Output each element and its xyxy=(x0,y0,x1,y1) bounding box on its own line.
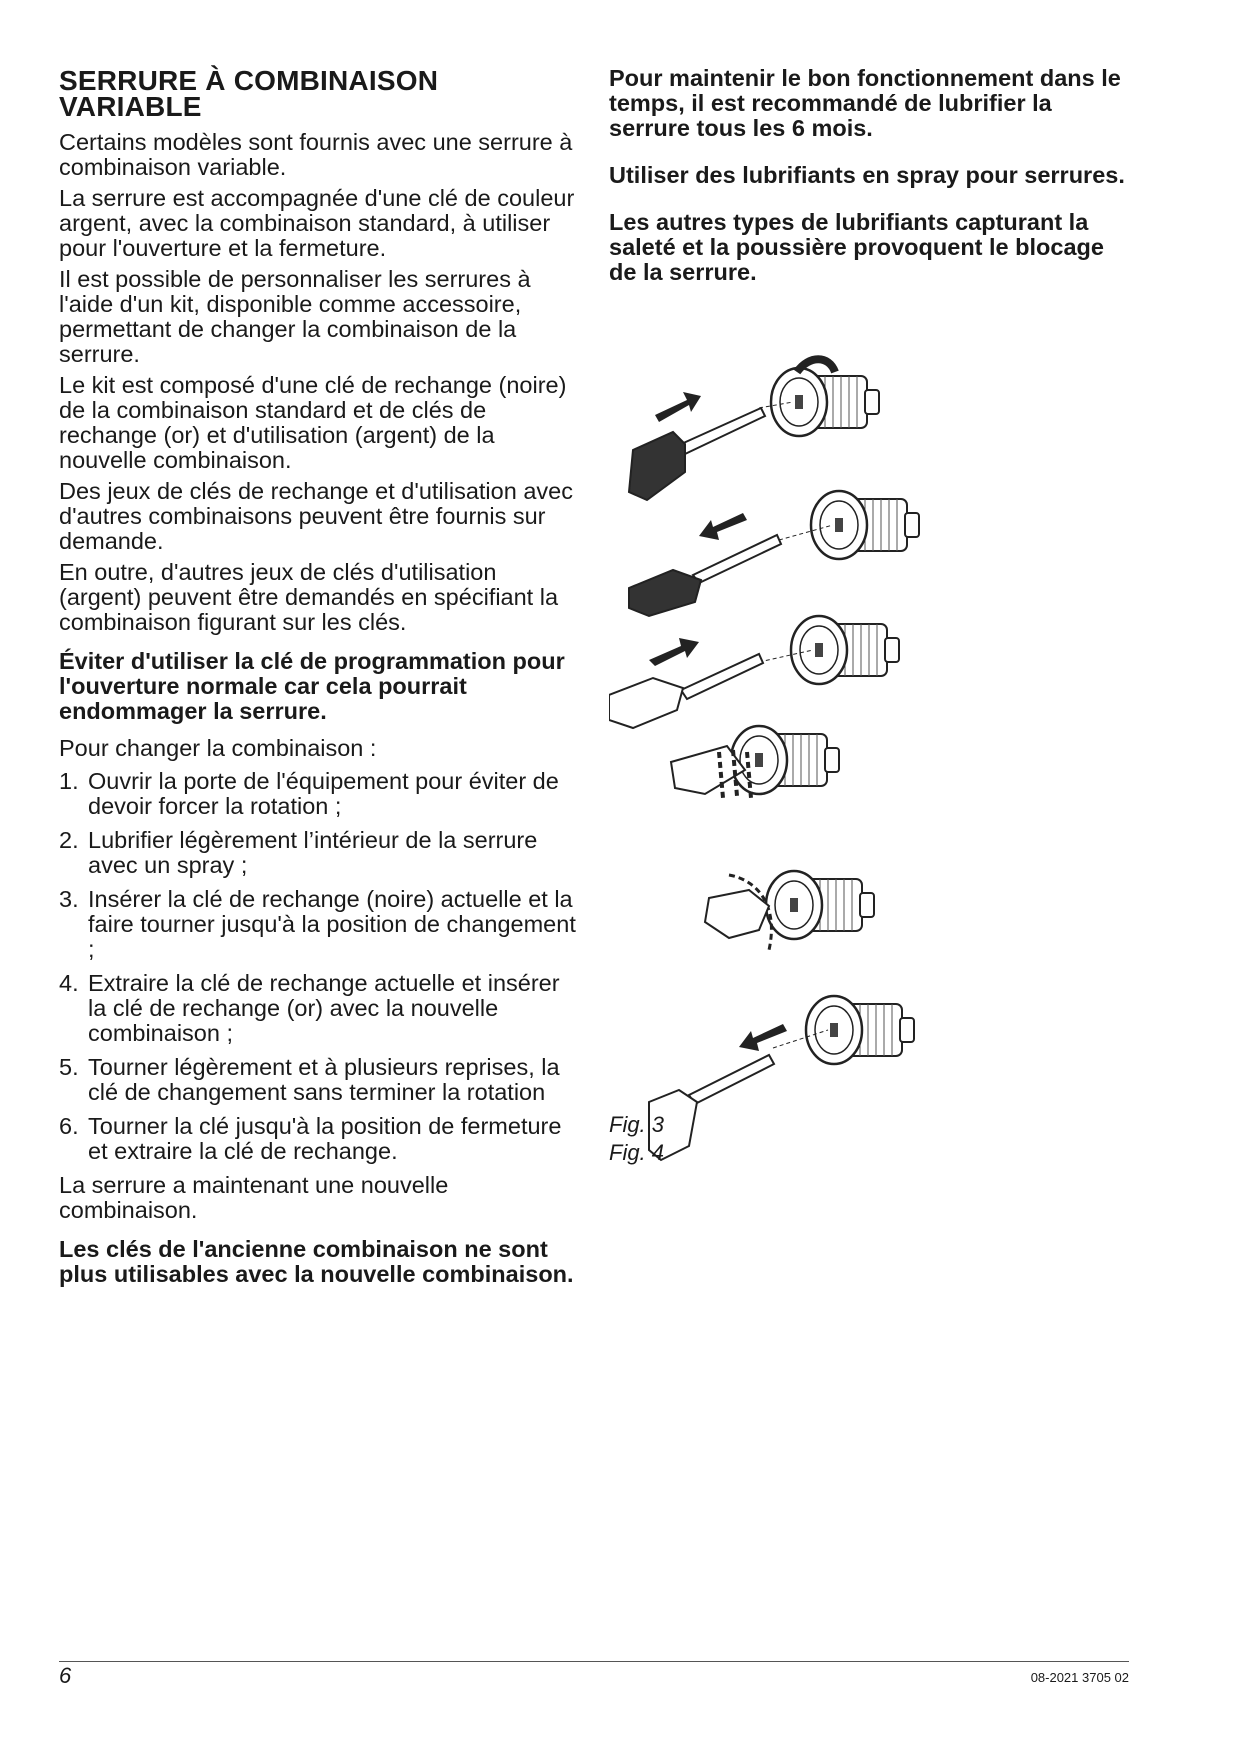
steps-list xyxy=(59,769,579,1164)
footer-divider xyxy=(59,1661,1129,1662)
paragraph: Il est possible de personnaliser les serrures à l'aide d'un kit, disponible comme accessoire, permettant de changer la combinaison de la serrure. xyxy=(59,266,531,367)
list-item: 5. Tourner légèrement et à plusieurs reprises, la clé de changement sans terminer la rotation xyxy=(59,1054,560,1105)
page-number: 6 xyxy=(59,1663,72,1688)
maintenance-note: Pour maintenir le bon fonctionnement dans le temps, il est recommandé de lubrifier la serrure tous les 6 mois. xyxy=(609,65,1121,141)
lubricant-note: Utiliser des lubrifiants en spray pour serrures. xyxy=(609,162,1125,188)
right-column xyxy=(609,66,1129,307)
paragraph: En outre, d'autres jeux de clés d'utilisation (argent) peuvent être demandés en spécifiant la combinaison figurant sur les clés. xyxy=(59,559,559,635)
lubricant-warning: Les autres types de lubrifiants capturant la saleté et la poussière provoquent le blocage de la serrure. xyxy=(609,209,1104,285)
lock-key-illustration xyxy=(609,350,1029,1250)
document-code: 08-2021 3705 02 xyxy=(1030,1670,1129,1685)
result-text: La serrure a maintenant une nouvelle combinaison. xyxy=(59,1172,449,1223)
warning-text: Éviter d'utiliser la clé de programmation pour l'ouverture normale car cela pourrait endommager la serrure. xyxy=(59,648,565,724)
paragraph: La serrure est accompagnée d'une clé de couleur argent, avec la combinaison standard, à utiliser pour l'ouverture et la fermeture. xyxy=(59,185,575,261)
steps-intro: Pour changer la combinaison : xyxy=(59,735,377,761)
section-heading: SERRURE À COMBINAISON VARIABLE xyxy=(59,65,439,122)
list-item: 1. Ouvrir la porte de l'équipement pour éviter de devoir forcer la rotation ; xyxy=(59,768,559,819)
figure-caption: Fig. 4 xyxy=(609,1140,665,1165)
paragraph: Des jeux de clés de rechange et d'utilisation avec d'autres combinaisons peuvent être fournis sur demande. xyxy=(59,478,573,554)
left-column xyxy=(59,66,579,1299)
final-note: Les clés de l'ancienne combinaison ne sont plus utilisables avec la nouvelle combinaison. xyxy=(59,1236,574,1287)
list-item: 4. Extraire la clé de rechange actuelle et insérer la clé de rechange (or) avec la nouvelle combinaison ; xyxy=(59,970,560,1046)
list-item: 3. Insérer la clé de rechange (noire) actuelle et la faire tourner jusqu'à la position de changement ; xyxy=(59,886,576,962)
figure-caption: Fig. 3 xyxy=(609,1112,665,1137)
paragraph: Le kit est composé d'une clé de rechange (noire) de la combinaison standard et de clés de rechange (or) et d'utilisation (argent) de la nouvelle combinaison. xyxy=(59,372,567,473)
paragraph: Certains modèles sont fournis avec une serrure à combinaison variable. xyxy=(59,129,573,180)
list-item: 2. Lubrifier légèrement l’intérieur de la serrure avec un spray ; xyxy=(59,827,538,878)
list-item: 6. Tourner la clé jusqu'à la position de fermeture et extraire la clé de rechange. xyxy=(59,1113,562,1164)
